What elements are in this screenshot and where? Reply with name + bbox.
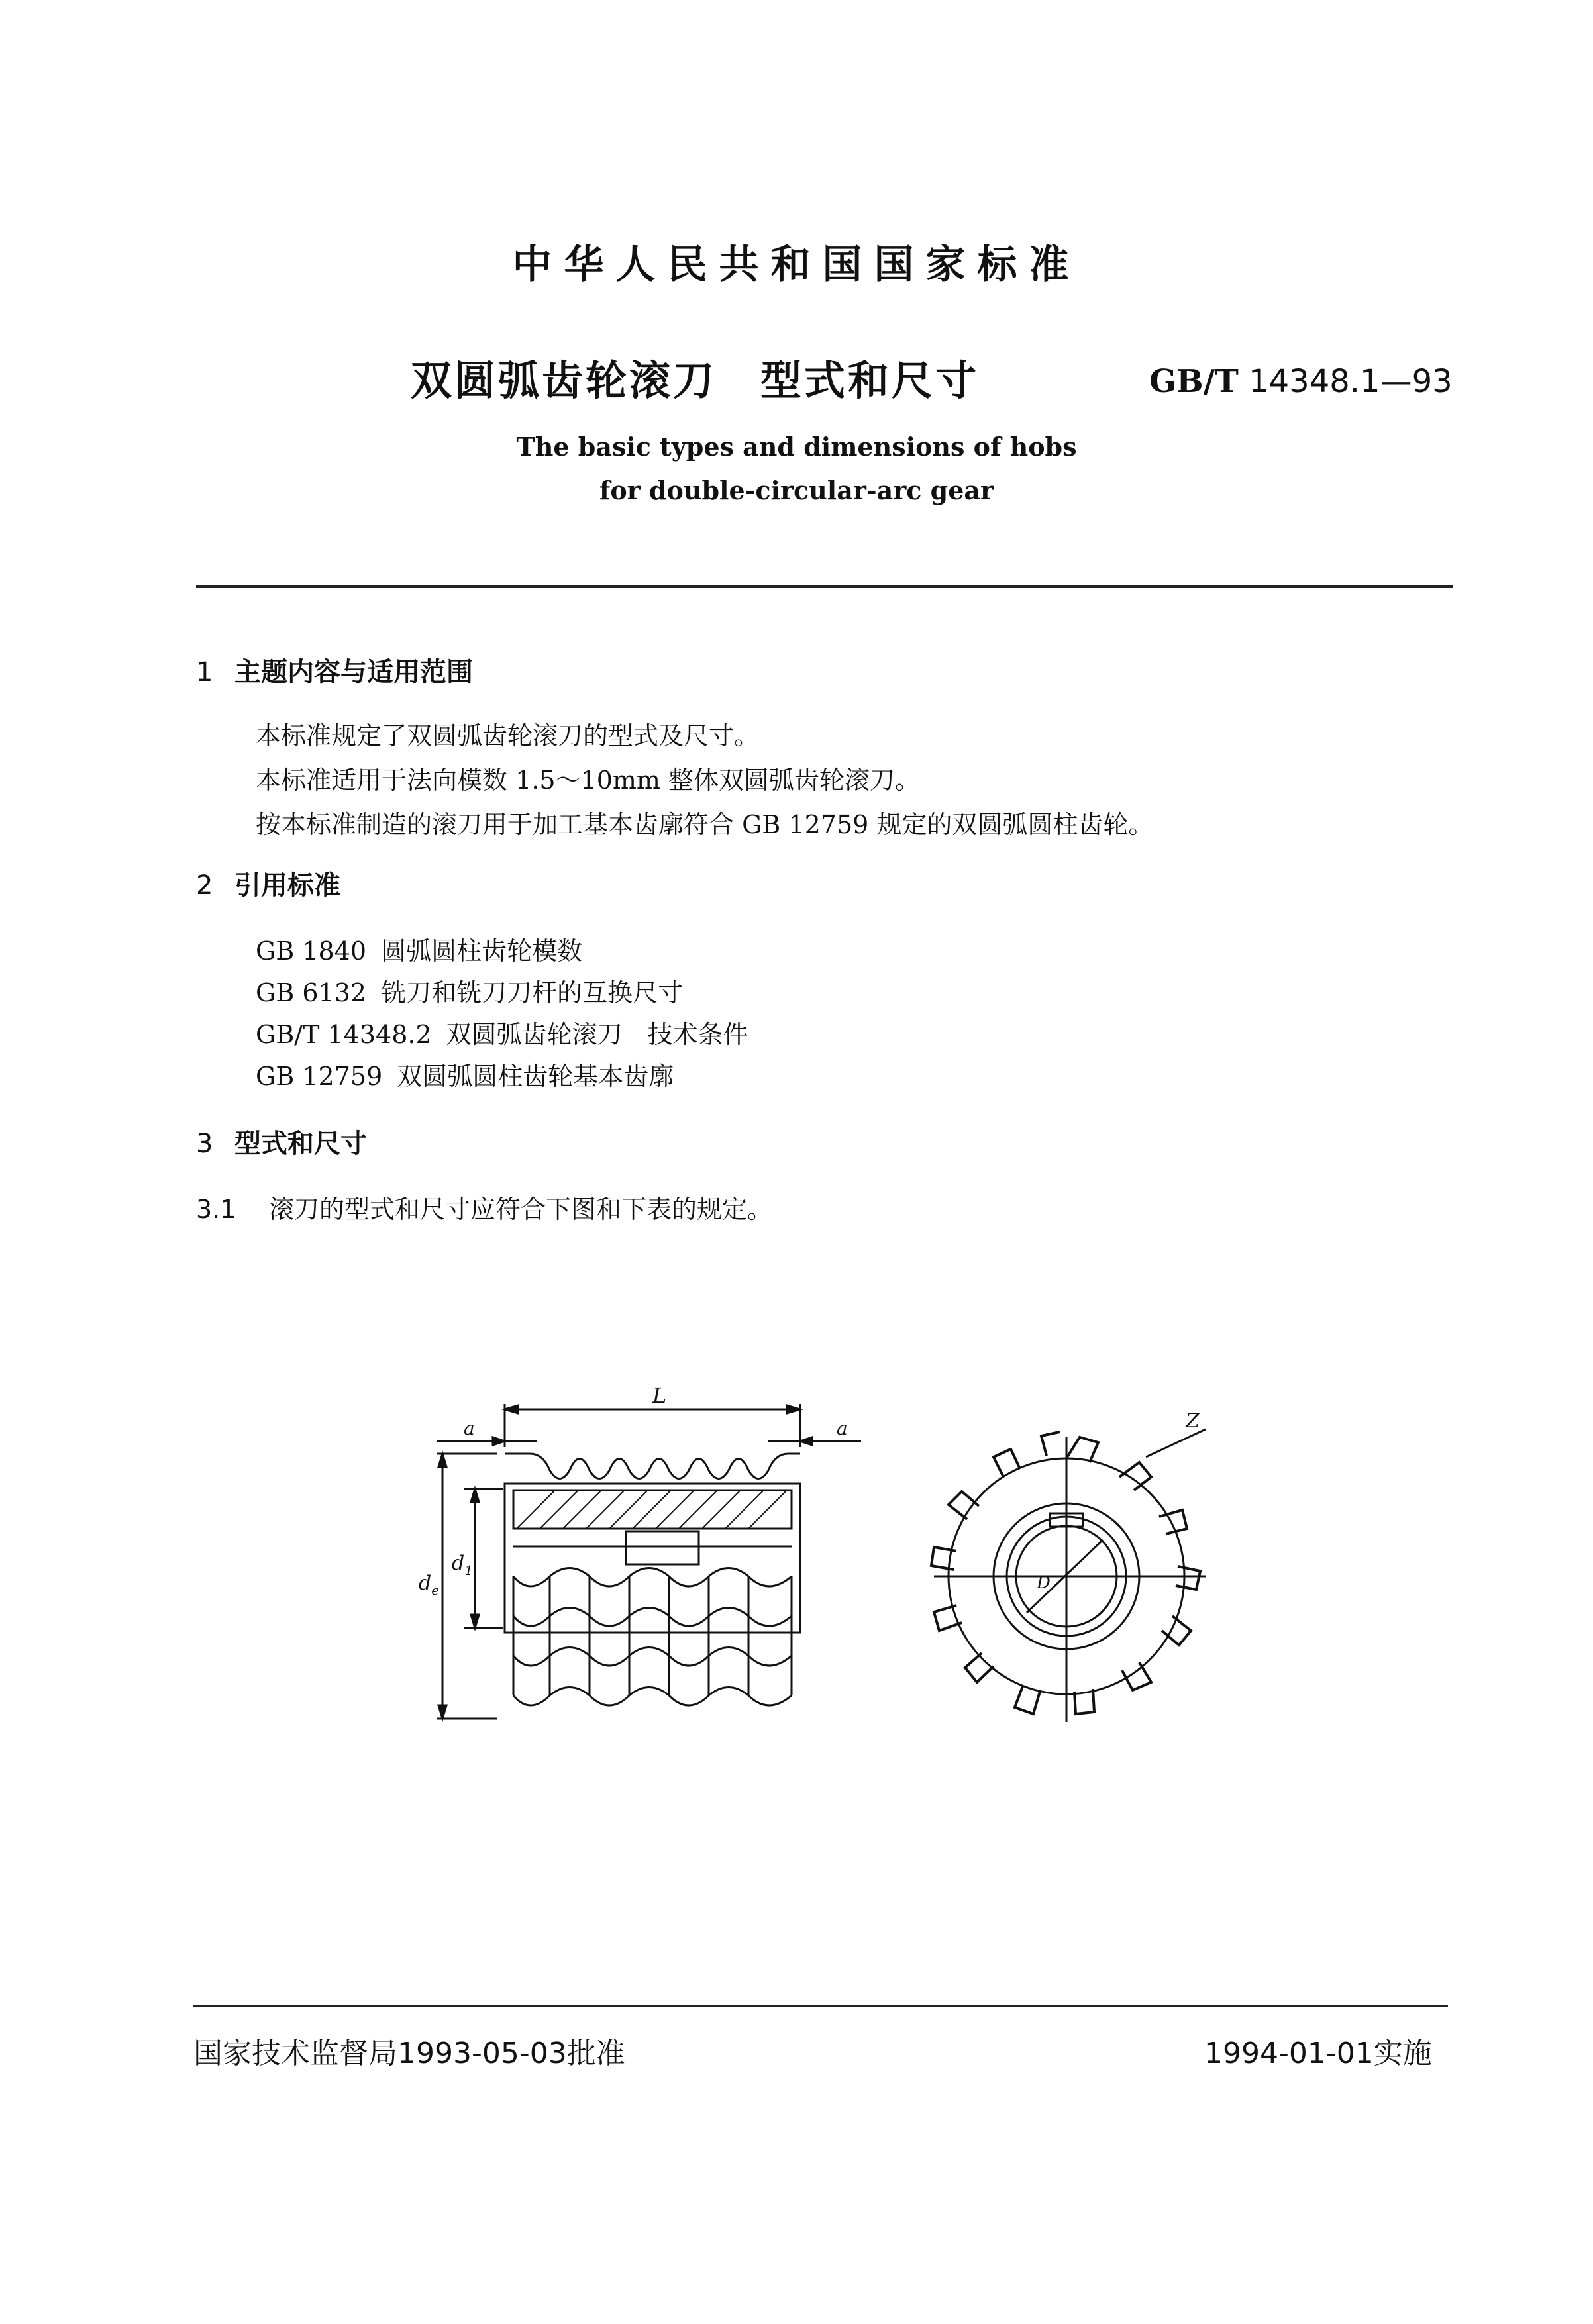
label-D: D (1037, 1573, 1051, 1593)
reference-item (256, 972, 683, 1009)
reference-item (256, 1056, 674, 1092)
label-d1-sub: 1 (464, 1562, 473, 1578)
standard-code-number: 14348.1—93 (1238, 363, 1453, 400)
standard-code-prefix: GB/T (1149, 363, 1239, 400)
label-de (419, 1572, 439, 1598)
reference-name: 双圆弧齿轮滚刀 技术条件 (446, 1020, 748, 1049)
section-title: 引用标准 (234, 870, 340, 901)
subsection-text: 滚刀的型式和尺寸应符合下图和下表的规定。 (269, 1195, 773, 1224)
section-title: 型式和尺寸 (234, 1129, 367, 1159)
document-title-cn: 双圆弧齿轮滚刀 型式和尺寸 (411, 356, 980, 405)
reference-name: 圆弧圆柱齿轮模数 (381, 936, 583, 966)
label-d1-main: d (452, 1552, 465, 1575)
standard-code (1149, 363, 1453, 400)
section-number: 3 (196, 1129, 213, 1159)
section-number: 2 (196, 870, 213, 901)
hob-drawing (397, 1378, 1259, 1762)
reference-name: 双圆弧圆柱齿轮基本齿廓 (397, 1062, 674, 1091)
section-3-heading (196, 1123, 367, 1160)
label-de-sub: e (431, 1582, 440, 1598)
label-L: L (652, 1383, 667, 1408)
reference-code: GB 12759 (256, 1062, 383, 1091)
section-1-heading (196, 651, 473, 689)
section-2-heading (196, 864, 340, 902)
reference-name: 铣刀和铣刀刀杆的互换尺寸 (381, 978, 684, 1007)
effective-date: 1994-01-01实施 (1204, 2037, 1432, 2070)
section-1-paragraph-2: 本标准适用于法向模数 1.5～10mm 整体双圆弧齿轮滚刀。 (256, 766, 921, 795)
header-divider (196, 585, 1453, 588)
subsection-3-1 (196, 1189, 772, 1225)
reference-code: GB/T 14348.2 (256, 1020, 432, 1049)
section-1-paragraph-3: 按本标准制造的滚刀用于加工基本齿廓符合 GB 12759 规定的双圆弧圆柱齿轮。 (256, 810, 1154, 839)
section-title: 主题内容与适用范围 (234, 657, 473, 687)
label-a-left: a (464, 1417, 475, 1439)
document-title-en-line1: The basic types and dimensions of hobs (516, 432, 1077, 462)
document-title-en-line2: for double-circular-arc gear (599, 476, 994, 505)
hob-side-view (437, 1404, 861, 1719)
section-number: 1 (196, 657, 213, 687)
label-d1 (452, 1552, 473, 1578)
approval-info: 国家技术监督局1993-05-03批准 (193, 2037, 625, 2070)
national-standard-header: 中华人民共和国国家标准 (512, 242, 1081, 288)
section-1-paragraph-1: 本标准规定了双圆弧齿轮滚刀的型式及尺寸。 (256, 721, 760, 750)
label-a-right: a (837, 1417, 848, 1439)
footer-divider (193, 2005, 1448, 2007)
reference-item (256, 1014, 748, 1050)
subsection-number: 3.1 (196, 1195, 236, 1224)
label-de-main: d (419, 1572, 432, 1595)
reference-code: GB 1840 (256, 936, 367, 966)
reference-item (256, 931, 582, 967)
hob-end-view (931, 1429, 1206, 1722)
reference-code: GB 6132 (256, 978, 367, 1007)
label-Z: Z (1186, 1409, 1200, 1433)
